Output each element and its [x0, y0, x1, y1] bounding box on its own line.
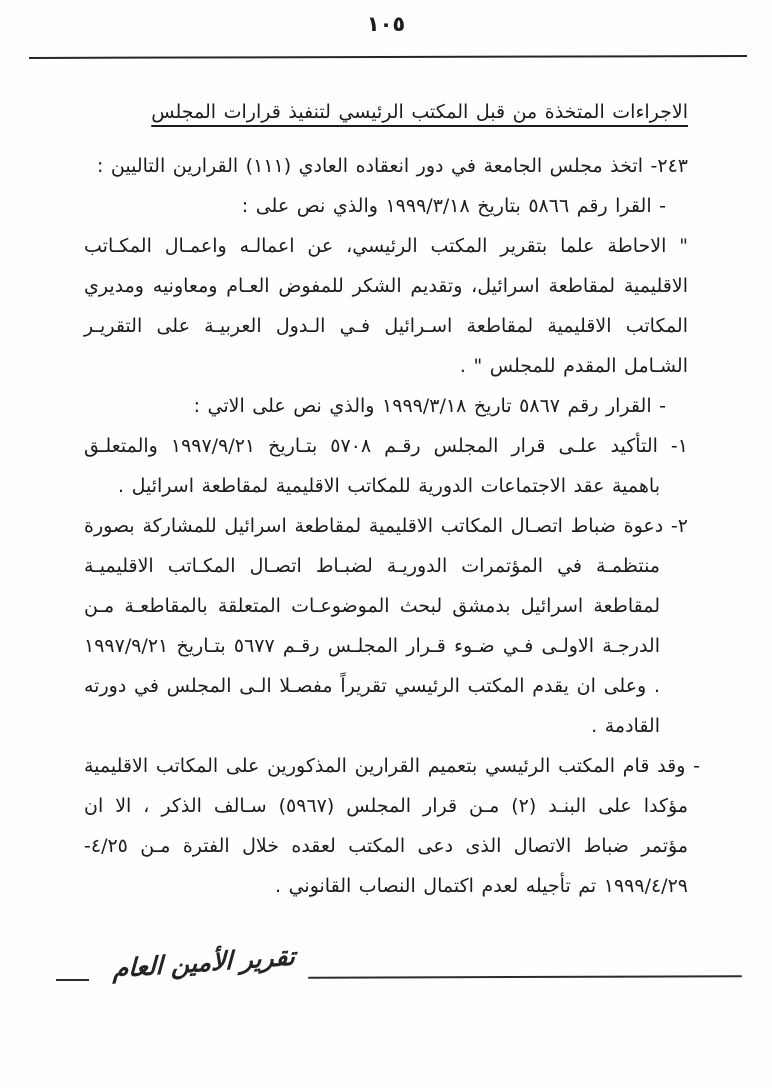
paragraph-decision-5866-intro: - القرا رقم ٥٨٦٦ بتاريخ ١٩٩٩/٣/١٨ والذي نص على :: [241, 195, 666, 217]
paragraph-decision-5867-intro: - القرار رقم ٥٨٦٧ تاريخ ١٩٩٩/٣/١٨ والذي نص على الاتي :: [193, 395, 666, 417]
signature-rule-left: [56, 979, 89, 981]
handwritten-signature: تقرير الأمين العام: [112, 941, 296, 984]
document-body: [84, 92, 700, 906]
paragraph-item-243: ٢٤٣- اتخذ مجلس الجامعة في دور انعقاده العادي (١١١) القرارين التاليين :: [96, 155, 688, 177]
paragraph-clause-1: ١- التأكيد علـى قرار المجلس رقـم ٥٧٠٨ بتـاريخ ١٩٩٧/٩/٢١ والمتعلـق باهمية عقد الاجتماعات الدورية للمكاتب الاقليمية لمقاطعة اسرائيل .: [84, 435, 688, 497]
header-divider-line: [29, 55, 747, 59]
signature-rule-right: [308, 975, 742, 979]
page-number: ١٠٥: [366, 12, 406, 36]
document-heading: الاجراءات المتخذة من قبل المكتب الرئيسي لتنفيذ قرارات المجلس: [151, 101, 688, 123]
paragraph-followup-note: - وقد قام المكتب الرئيسي بتعميم القرارين المذكورين على المكاتب الاقليمية مؤكدا على البنـد (٢) مـن قرار المجلس (٥٩٦٧) سـالف الذكر ، الا ان مؤتمر ضباط الاتصال الذى دعى المكتب لعقده خلال الفترة مـن ٤/٢٥- ١٩٩٩/٤/٢٩ تم تأجيله لعدم اكتمال النصاب القانوني .: [84, 755, 700, 897]
paragraph-clause-2: ٢- دعوة ضباط اتصـال المكاتب الاقليمية لمقاطعة اسرائيل للمشاركة بصورة منتظمـة في المؤتمرات الدوريـة لضبـاط اتصـال المكـاتب الاقليميـة لمقاطعة اسرائيل بدمشق لبحث الموضوعـات المتعلقة بالمقاطعـة مـن الدرجـة الاولـى فـي ضـوء قـرار المجلـس رقـم ٥٦٧٧ بتـاريخ ١٩٩٧/٩/٢١ . وعلى ان يقدم المكتب الرئيسي تقريراً مفصـلا الـى المجلس في دورته القادمة .: [84, 515, 688, 737]
paragraph-decision-5866-text: " الاحاطة علما بتقرير المكتب الرئيسي، عن اعمالـه واعمـال المكـاتب الاقليمية لمقاطعة اسرائيل، وتقديم الشكر للمفوض العـام ومعاونيه ومديري المكاتب الاقليمية لمقاطعة اسـرائيل فـي الـدول العربيـة على التقريـر الشـامل المقدم للمجلس " .: [84, 235, 688, 377]
